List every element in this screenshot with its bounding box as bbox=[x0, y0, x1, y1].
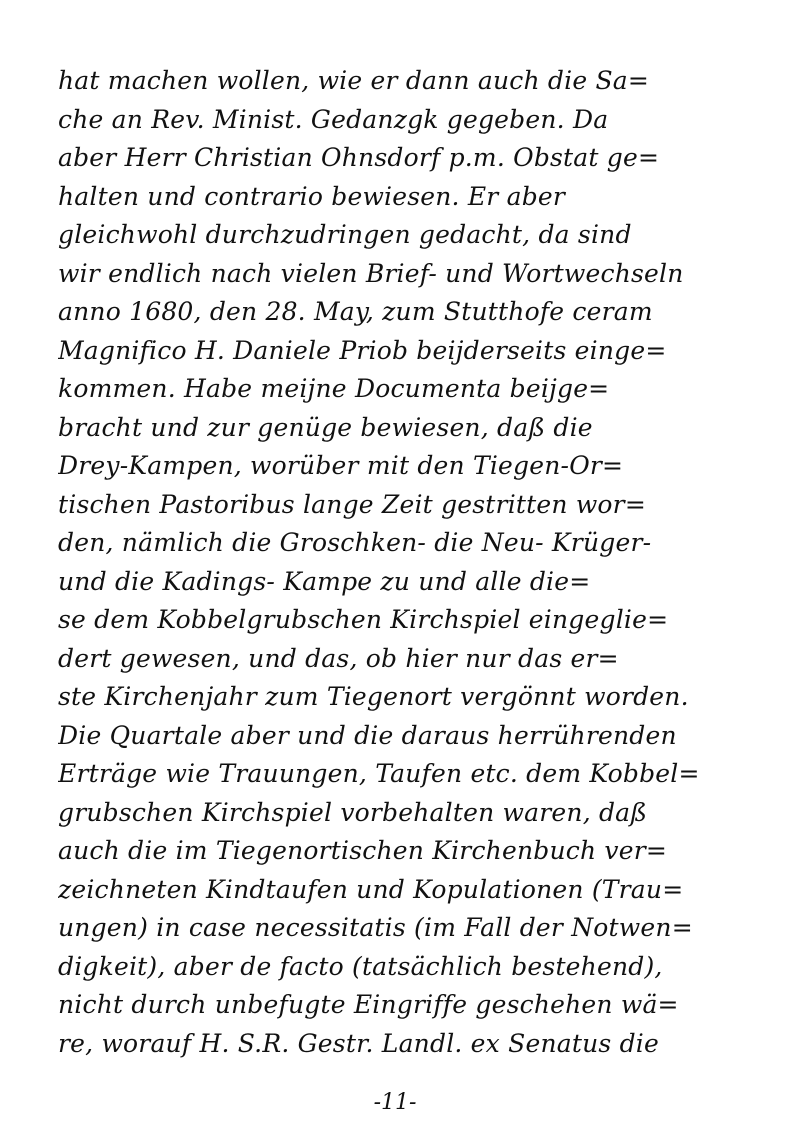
text-line: zeichneten Kindtaufen und Kopulationen (Trau= bbox=[58, 874, 684, 904]
text-line: re, worauf H. S.R. Gestr. Landl. ex Senatus die bbox=[58, 1028, 659, 1058]
text-line: ungen) in case necessitatis (im Fall der Notwen= bbox=[58, 913, 693, 942]
page-number: -11- bbox=[373, 1090, 417, 1115]
text-line: nicht durch unbefugte Eingriffe geschehen wä= bbox=[58, 990, 679, 1019]
text-line: auch die im Tiegenortischen Kirchenbuch ver= bbox=[58, 836, 668, 865]
text-line: aber Herr Christian Ohnsdorf p.m. Obstat ge= bbox=[58, 143, 660, 172]
text-line: grubschen Kirchspiel vorbehalten waren, daß bbox=[58, 797, 648, 827]
text-line: Drey-Kampen, worüber mit den Tiegen-Or= bbox=[58, 451, 624, 480]
text-line: gleichwohl durchzudringen gedacht, da sind bbox=[58, 220, 632, 249]
text-line: den, nämlich die Groschken- die Neu- Krüger- bbox=[58, 528, 652, 557]
text-line: und die Kadings- Kampe zu und alle die= bbox=[58, 566, 591, 596]
text-line: anno 1680, den 28. May, zum Stutthofe ceram bbox=[58, 297, 653, 326]
text-line: Die Quartale aber und die daraus herrührenden bbox=[58, 720, 677, 750]
text-line: che an Rev. Minist. Gedanzgk gegeben. Da bbox=[58, 104, 609, 134]
text-line: hat machen wollen, wie er dann auch die Sa= bbox=[58, 66, 650, 95]
text-line: ste Kirchenjahr zum Tiegenort vergönnt worden. bbox=[58, 682, 689, 711]
manuscript-text bbox=[58, 62, 758, 1063]
text-line: Magnifico H. Daniele Priob beijderseits einge= bbox=[58, 335, 667, 365]
text-line: tischen Pastoribus lange Zeit gestritten wor= bbox=[58, 489, 646, 519]
text-line: bracht und zur genüge bewiesen, daß die bbox=[58, 412, 593, 442]
text-line: wir endlich nach vielen Brief- und Wortwechseln bbox=[58, 258, 684, 288]
text-line: halten und contrario bewiesen. Er aber bbox=[58, 181, 566, 211]
text-line: Erträge wie Trauungen, Taufen etc. dem Kobbel= bbox=[58, 759, 700, 788]
text-line: dert gewesen, und das, ob hier nur das er= bbox=[58, 643, 619, 673]
text-line: digkeit), aber de facto (tatsächlich bestehend), bbox=[58, 951, 663, 981]
text-line: se dem Kobbelgrubschen Kirchspiel eingeglie= bbox=[58, 605, 669, 634]
text-line: kommen. Habe meijne Documenta beijge= bbox=[58, 374, 610, 403]
